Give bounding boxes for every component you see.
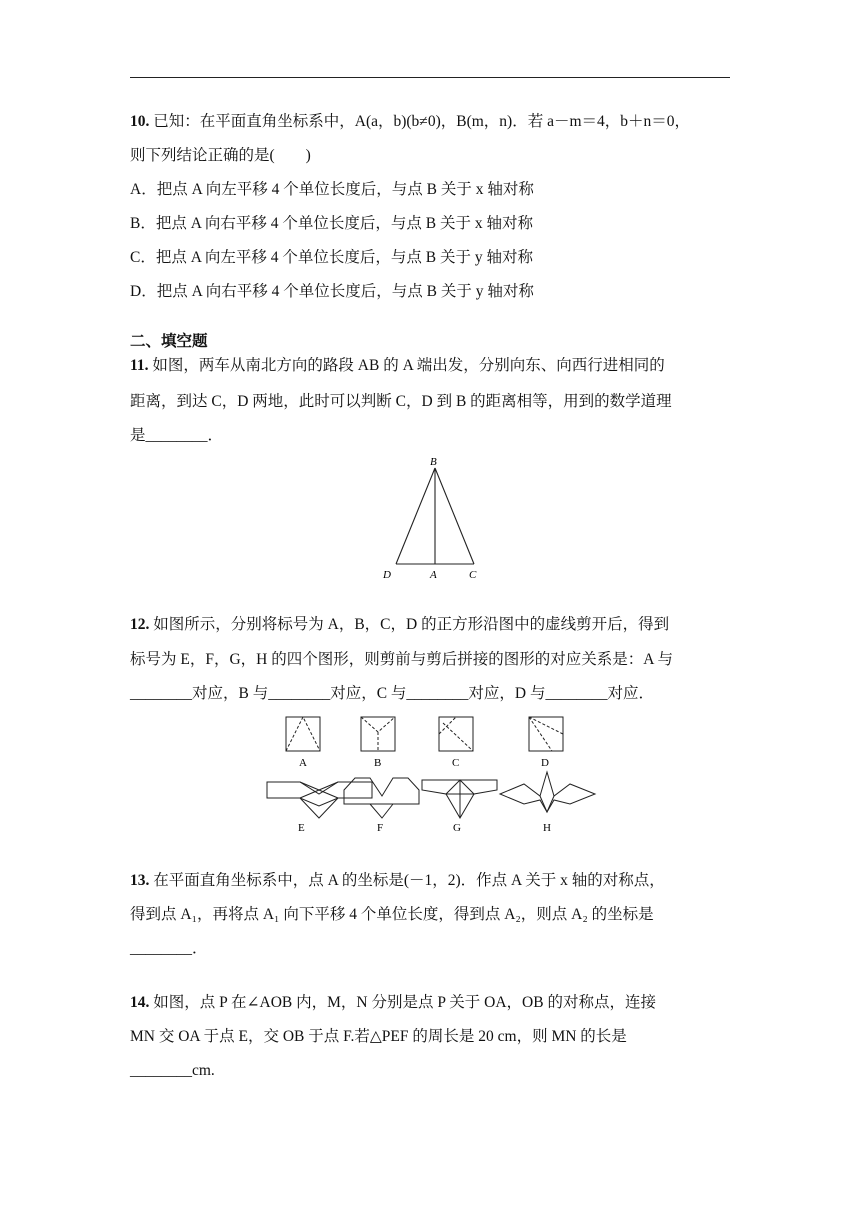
q12-text-line2: 标号为 E，F，G，H 的四个图形，则剪前与剪后拼接的图形的对应关系是：A 与 [130, 651, 673, 668]
square-label-c: C [452, 757, 460, 769]
square-label-d: D [541, 757, 549, 769]
label-c: C [469, 569, 477, 581]
shape-f-inner [370, 804, 393, 818]
q10-option-a: A．把点 A 向左平移 4 个单位长度后，与点 B 关于 x 轴对称 [130, 181, 534, 198]
shape-h-outline [500, 772, 595, 812]
header-rule [130, 77, 730, 78]
square-a [286, 717, 320, 751]
shape-label-f: F [377, 822, 384, 834]
line-bc [435, 468, 474, 564]
q10-stem-line2: 则下列结论正确的是( ) [130, 147, 311, 164]
q14-text-line1: 如图，点 P 在∠AOB 内，M，N 分别是点 P 关于 OA，OB 的对称点，连接 [153, 994, 656, 1011]
q12-text-line1: 如图所示，分别将标号为 A，B，C，D 的正方形沿图中的虚线剪开后，得到 [153, 616, 670, 633]
cut-lines-c [439, 717, 473, 751]
shape-label-h: H [543, 822, 551, 834]
q12-cut-figure [262, 714, 598, 838]
q14-number: 14. [130, 994, 150, 1011]
q13-text-line1: 在平面直角坐标系中，点 A 的坐标是(－1，2)．作点 A 关于 x 轴的对称点， [153, 872, 665, 889]
square-label-a: A [299, 757, 307, 769]
cut-lines-b [361, 717, 395, 751]
q10-option-b: B．把点 A 向右平移 4 个单位长度后，与点 B 关于 x 轴对称 [130, 215, 534, 232]
q13-line1 [130, 864, 730, 898]
q11-text-line1: 如图，两车从南北方向的路段 AB 的 A 端出发，分别向东、向西行进相同的 [152, 357, 665, 374]
q11-triangle-figure [378, 452, 488, 584]
q11-text-line3: 是________． [130, 427, 224, 444]
line-bd [396, 468, 435, 564]
square-d [529, 717, 563, 751]
q13-number: 13. [130, 872, 150, 889]
q10-option-d: D．把点 A 向右平移 4 个单位长度后，与点 B 关于 y 轴对称 [130, 283, 534, 300]
square-c [439, 717, 473, 751]
shape-label-e: E [298, 822, 305, 834]
q14-text-line3: ________cm. [130, 1062, 215, 1079]
shape-e-outline [267, 782, 372, 806]
q12-line1 [130, 608, 730, 642]
cut-lines-d [529, 717, 563, 751]
section-title: 二、填空题 [130, 332, 208, 350]
q14-text-line2: MN 交 OA 于点 E，交 OB 于点 F.若△PEF 的周长是 20 cm，则 MN 的长是 [130, 1028, 627, 1045]
shape-g-inner [446, 780, 474, 818]
label-d: D [383, 569, 391, 581]
q11-line1 [130, 349, 730, 383]
label-b: B [430, 456, 437, 468]
q10-option-c: C．把点 A 向左平移 4 个单位长度后，与点 B 关于 y 轴对称 [130, 249, 534, 266]
label-a: A [430, 569, 437, 581]
q13-text-line2: 得到点 A₁，再将点 A₁ 向下平移 4 个单位长度，得到点 A₂，则点 A₂ 的坐标是 [130, 906, 654, 923]
q12-number: 12. [130, 616, 150, 633]
q12-text-line3: ________对应，B 与________对应，C 与________对应，D 与________对应． [130, 685, 654, 702]
q10-line1 [130, 105, 730, 139]
shape-label-g: G [453, 822, 461, 834]
cut-lines-a [286, 717, 320, 751]
q10-stem-line1: 已知：在平面直角坐标系中，A(a，b)(b≠0)，B(m，n)．若 a－m＝4，b＋n＝0， [153, 113, 691, 130]
q11-number: 11. [130, 357, 149, 374]
square-label-b: B [374, 757, 382, 769]
q11-text-line2: 距离，到达 C，D 两地，此时可以判断 C，D 到 B 的距离相等，用到的数学道理 [130, 393, 672, 410]
q14-line1 [130, 986, 730, 1020]
q10-number: 10. [130, 113, 150, 130]
q13-text-line3: ________． [130, 940, 208, 957]
